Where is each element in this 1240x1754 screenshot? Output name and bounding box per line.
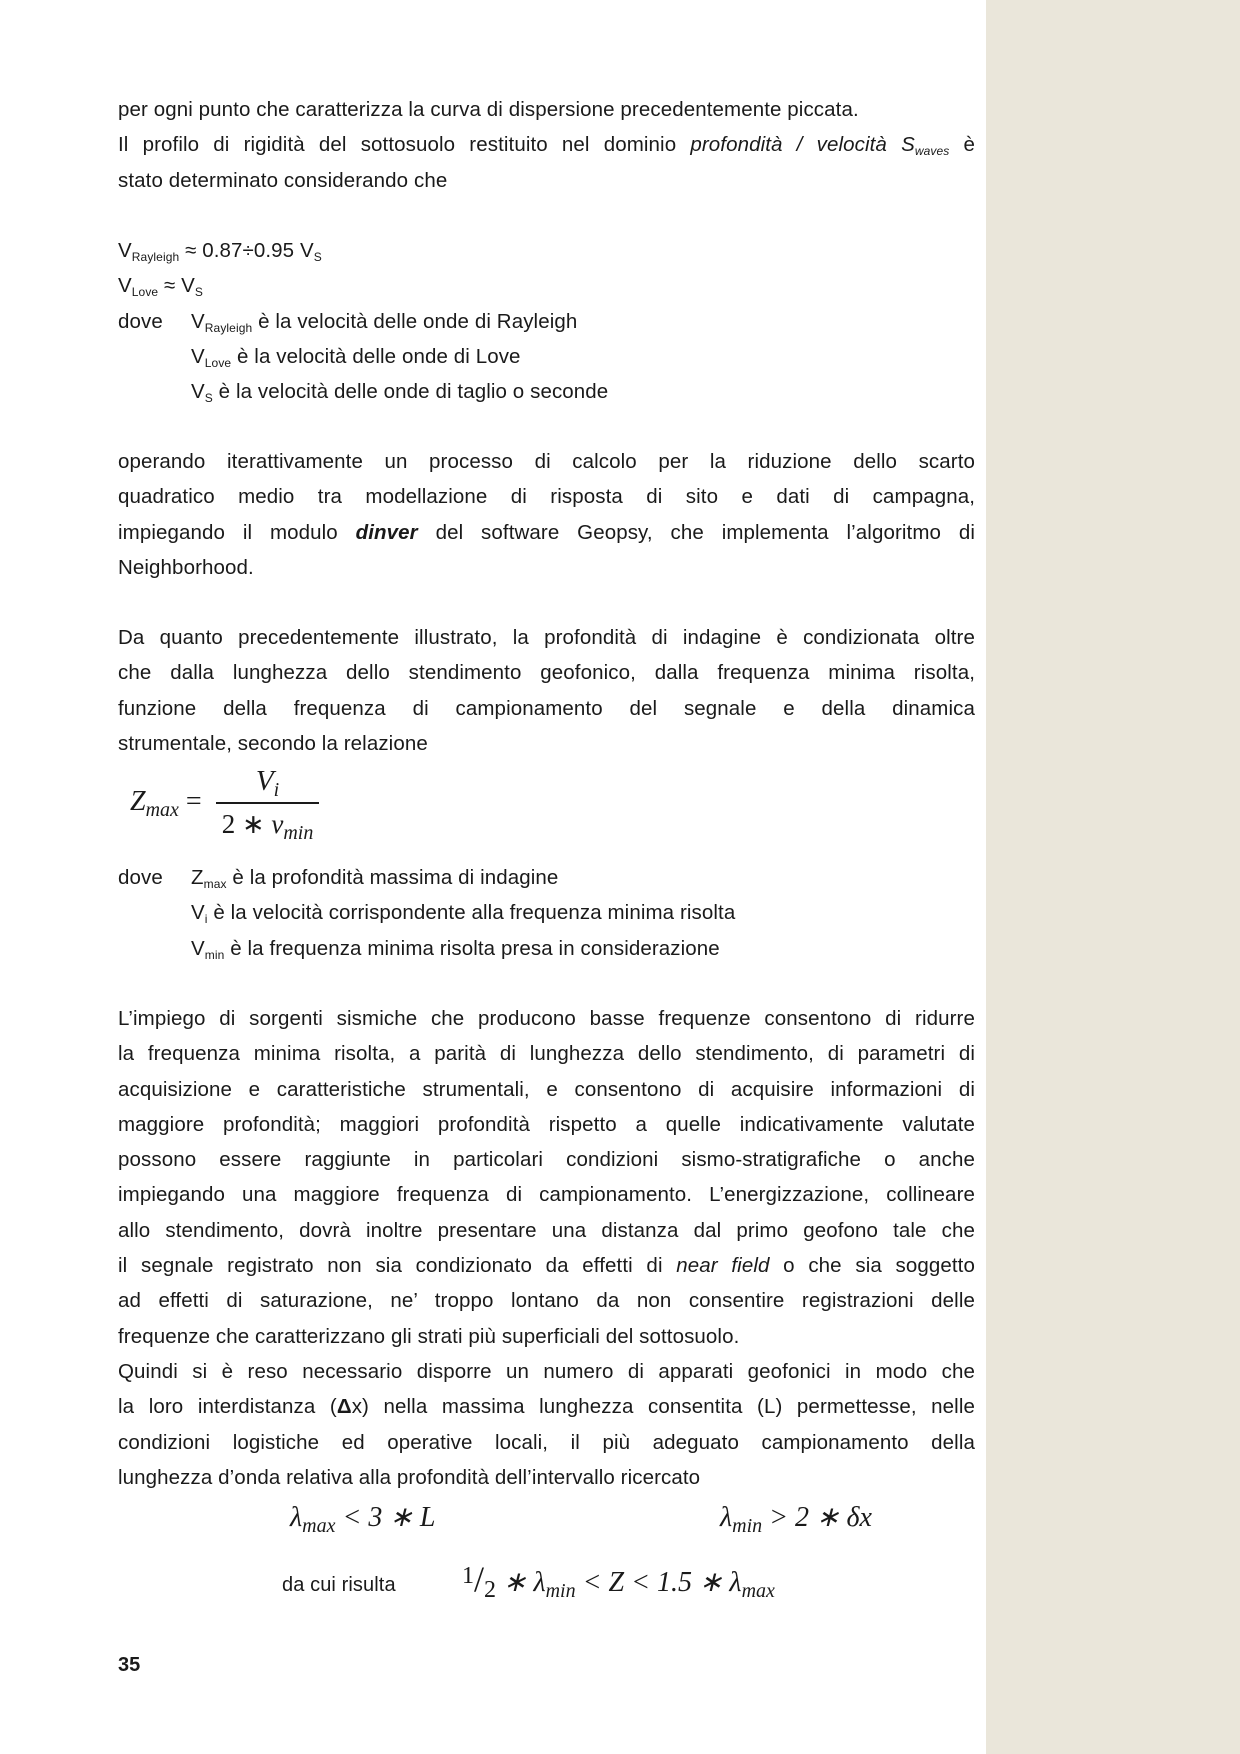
zmax-formula: $Z_{max}$ = $\frac{V_i}{2 ∗ \nu_{min}}$ bbox=[130, 762, 319, 842]
para4-line: maggiore profondità; maggiori profondità rispetto a quelle indicativamente valutate bbox=[118, 1112, 975, 1136]
relation-rayleigh: $V_{Rayleigh} \approx 0.87\div 0.95$ $V_S$ bbox=[118, 239, 322, 264]
zmax-fraction: $\frac{V_i}{2 ∗ \nu_{min}}$ bbox=[216, 762, 320, 842]
para2-line4: Neighborhood. bbox=[118, 555, 254, 579]
para-1 bbox=[118, 92, 975, 198]
delta-symbol: Δ bbox=[336, 1395, 352, 1419]
lambda-min-formula: $\lambda_{min} > 2$ ∗ δx bbox=[720, 1502, 872, 1537]
para4-line: il segnale registrato non sia condizionato da effetti di near field o che sia soggetto bbox=[118, 1254, 975, 1278]
para4-line: impiegando una maggiore frequenza di campionamento. L’energizzazione, collineare bbox=[118, 1183, 975, 1207]
side-band bbox=[986, 0, 1240, 1754]
para-2 bbox=[118, 444, 975, 585]
para4-line: L’impiego di sorgenti sismiche che producono basse frequenze consentono di ridurre bbox=[118, 1007, 975, 1030]
para4-line: allo stendimento, dovrà inoltre presentare una distanza dal primo geofono tale che bbox=[118, 1218, 975, 1242]
para2-line2: quadratico medio tra modellazione di risposta di sito e dati di campagna, bbox=[118, 485, 975, 509]
para-5 bbox=[118, 1354, 975, 1495]
para-3 bbox=[118, 620, 975, 761]
para4-line: ad effetti di saturazione, ne’ troppo lontano da non consentire registrazioni delle bbox=[118, 1289, 975, 1313]
legend-shear: $V_S$ è la velocità delle onde di taglio o seconde bbox=[191, 380, 609, 406]
legend-zmax: dove $Z_{max}$ è la profondità massima di indagine bbox=[118, 866, 559, 891]
para1-line3: stato determinato considerando che bbox=[118, 168, 448, 192]
da-cui-risulta: da cui risulta bbox=[282, 1574, 396, 1596]
para4-line: frequenze che caratterizzano gli strati più superficiali del sottosuolo. bbox=[118, 1324, 740, 1348]
legend-vi: $V_i$ è la velocità corrispondente alla frequenza minima risolta bbox=[191, 901, 736, 927]
para5-line4: lunghezza d’onda relativa alla profondità dell’intervallo ricercato bbox=[118, 1465, 701, 1489]
para5-line1: Quindi si è reso necessario disporre un numero di apparati geofonici in modo che bbox=[118, 1360, 975, 1383]
lambda-max-formula: $\lambda_{max} < 3$ ∗ L bbox=[290, 1502, 436, 1537]
legend-rayleigh: dove $V_{Rayleigh}$ è la velocità delle onde di Rayleigh bbox=[118, 309, 578, 335]
zmax-legend bbox=[118, 860, 975, 966]
para4-line: la frequenza minima risolta, a parità di lunghezza dello stendimento, di parametri di bbox=[118, 1042, 975, 1066]
para1-line1: per ogni punto che caratterizza la curva di dispersione precedentemente piccata. bbox=[118, 98, 859, 121]
dinver-label: dinver bbox=[355, 520, 418, 544]
legend-vmin: $V_{min}$ è la frequenza minima risolta presa in considerazione bbox=[191, 936, 720, 962]
page-number: 35 bbox=[118, 1654, 141, 1676]
para4-line: possono essere raggiunte in particolari condizioni sismo-stratigrafiche o anche bbox=[118, 1148, 975, 1172]
near-field-italic: near field bbox=[676, 1254, 770, 1278]
para3-line1: Da quanto precedentemente illustrato, la profondità di indagine è condizionata oltre bbox=[118, 626, 975, 649]
velocity-relations bbox=[118, 233, 975, 409]
para5-line3: condizioni logistiche ed operative locali, il più adeguato campionamento della bbox=[118, 1430, 975, 1454]
depth-velocity-italic: profondità / velocità $S_{waves}$ bbox=[690, 133, 950, 159]
relation-love: $V_{Love} \approx V_S$ bbox=[118, 274, 204, 300]
para5-line2: la loro interdistanza (Δx) nella massima lunghezza consentita (L) permettesse, nelle bbox=[118, 1395, 975, 1419]
para3-line3: funzione della frequenza di campionamento del segnale e della dinamica bbox=[118, 696, 975, 720]
para1-line2: Il profilo di rigidità del sottosuolo restituito nel dominio profondità / velocità $S_{waves}$ è bbox=[118, 133, 976, 159]
z-range-formula: 1/2 ∗ $\lambda_{min} < Z < 1.5$ ∗ $\lambda_{max}$ bbox=[462, 1559, 775, 1603]
para2-line3: impiegando il modulo dinver del software Geopsy, che implementa l’algoritmo di bbox=[118, 520, 975, 544]
para2-line1: operando iterattivamente un processo di calcolo per la riduzione dello scarto bbox=[118, 450, 975, 473]
legend-love: $V_{Love}$ è la velocità delle onde di Love bbox=[191, 344, 521, 370]
para4-line: acquisizione e caratteristiche strumentali, e consentono di acquisire informazioni di bbox=[118, 1077, 975, 1101]
para3-line4: strumentale, secondo la relazione bbox=[118, 731, 428, 755]
para-4 bbox=[118, 1001, 975, 1354]
para3-line2: che dalla lunghezza dello stendimento geofonico, dalla frequenza minima risolta, bbox=[118, 661, 975, 685]
